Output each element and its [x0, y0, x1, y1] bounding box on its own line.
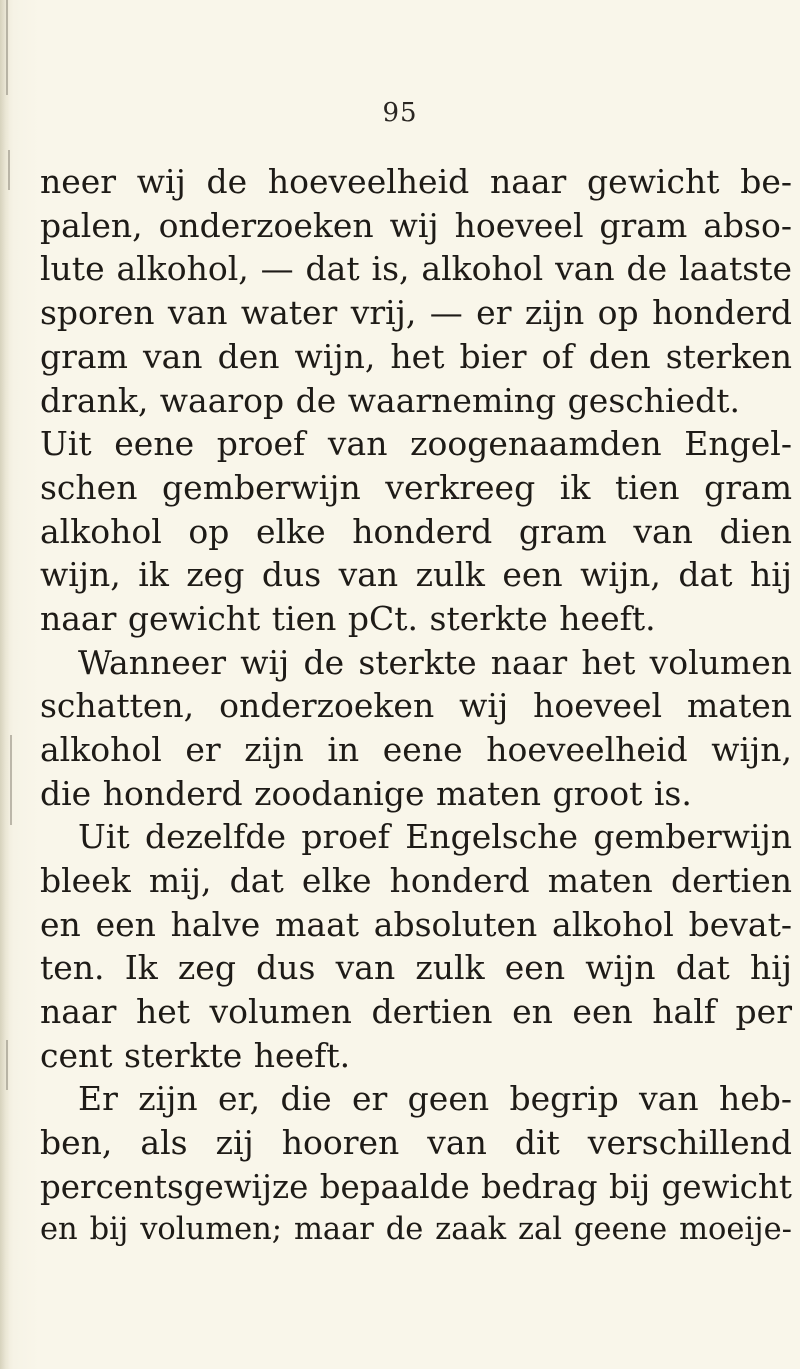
text-line: neer wij de hoeveelheid naar gewicht be-	[40, 162, 792, 201]
text-line: en bij volumen; maar de zaak zal geene moeije-	[40, 1212, 792, 1247]
text-line: Er zijn er, die er geen begrip van heb-	[78, 1079, 792, 1118]
text-line: naar het volumen dertien en een half per	[40, 992, 792, 1031]
text-line: palen, onderzoeken wij hoeveel gram abso-	[40, 206, 792, 245]
text-line: schen gemberwijn verkreeg ik tien gram	[40, 468, 792, 507]
text-line: wijn, ik zeg dus van zulk een wijn, dat hij	[40, 555, 792, 594]
text-line: gram van den wijn, het bier of den sterken	[40, 337, 792, 376]
gutter-mark	[6, 1040, 8, 1090]
text-line: alkohol er zijn in eene hoeveelheid wijn,	[40, 730, 792, 769]
text-line: schatten, onderzoeken wij hoeveel maten	[40, 686, 792, 725]
page-number: 95	[382, 98, 418, 128]
text-line: ben, als zij hooren van dit verschillend	[40, 1123, 792, 1162]
page-edge-shadow	[0, 0, 10, 1369]
text-line: drank, waarop de waarneming geschiedt.	[40, 381, 740, 420]
text-line: percentsgewijze bepaalde bedrag bij gewicht	[40, 1168, 792, 1206]
text-line: cent sterkte heeft.	[40, 1036, 351, 1075]
text-line: sporen van water vrij, — er zijn op honderd	[40, 293, 792, 332]
text-line: lute alkohol, — dat is, alkohol van de laatste	[40, 249, 792, 288]
text-line: alkohol op elke honderd gram van dien	[40, 512, 792, 551]
text-line: naar gewicht tien pCt. sterkte heeft.	[40, 599, 656, 638]
text-line: bleek mij, dat elke honderd maten dertien	[40, 861, 792, 900]
text-line: ten. Ik zeg dus van zulk een wijn dat hij	[40, 948, 792, 987]
text-line: die honderd zoodanige maten groot is.	[40, 774, 692, 813]
gutter-mark	[10, 735, 12, 825]
gutter-mark	[8, 150, 10, 190]
gutter-mark	[6, 0, 8, 95]
text-line: Wanneer wij de sterkte naar het volumen	[78, 643, 792, 682]
text-line: en een halve maat absoluten alkohol bevat-	[40, 905, 792, 944]
text-line: Uit dezelfde proef Engelsche gemberwijn	[78, 817, 792, 856]
text-line: Uit eene proef van zoogenaamden Engel-	[40, 424, 792, 463]
